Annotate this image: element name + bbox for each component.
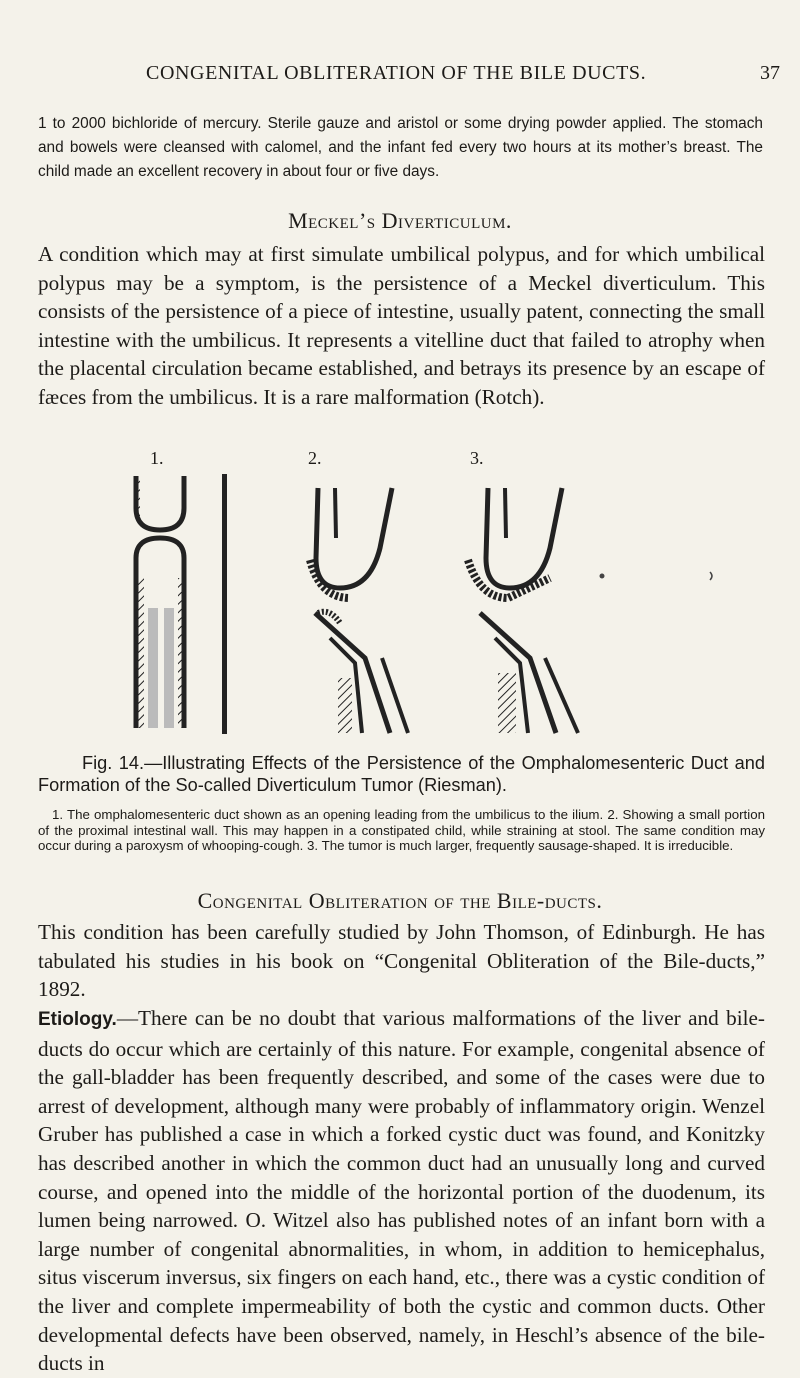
page-number: 37 — [760, 62, 780, 84]
section-heading-bile-ducts: Congenital Obliteration of the Bile-ducts. — [197, 888, 603, 913]
meckel-paragraph: A condition which may at first simulate umbilical polypus, and for which umbilical polypus may be a symptom, is the persistence of a Meckel diverticulum. This consists of the persistence of a piece of intestine, usually patent, connecting the small intestine with the umbilicus. It represents a vitelline duct that failed to atrophy when the placental circulation became established, and betrays its presence by an escape of fæces from the umbilicus. It is a rare malformation (Rotch). — [38, 242, 765, 409]
figure-illustration — [130, 448, 730, 738]
etiology-text: —There can be no doubt that various malformations of the liver and bile-ducts do occur which are certainly of this nature. For example, congenital absence of the gall-bladder has been frequently described, and some of the cases were due to arrest of development, although many were probably of inflammatory origin. Wenzel Gruber has published a case in which a forked cystic duct was found, and Konitzky has described another in which the common duct had an unusually long and curved course, and opened into the middle of the horizontal portion of the duodenum, its lumen being narrowed. O. Witzel also has published notes of an infant born with a large number of congenital abnormalities, in whom, in addition to hemicephalus, situs viscerum inversus, six fingers on each hand, etc., there was a cystic condition of the liver and complete impermeability of both the cystic and common ducts. Other developmental defects have been observed, namely, in Heschl’s absence of the bile-ducts in — [38, 1006, 765, 1376]
panel-1-drawing — [134, 474, 227, 734]
panel-2-drawing — [310, 488, 408, 733]
figure-14 — [130, 448, 730, 738]
figure-notes-text: 1. The omphalomesenteric duct shown as an opening leading from the umbilicus to the ilium. 2. Showing a small portion of the proximal intestinal wall. This may happen in a constipated child, while straining at stool. The same condition may occur during a paroxysm of whooping-cough. 3. The tumor is much larger, frequently sausage-shaped. It is irreducible. — [38, 807, 765, 854]
etiology-label: Etiology. — [38, 1009, 117, 1030]
figure-caption — [38, 752, 765, 796]
intro-paragraph: 1 to 2000 bichloride of mercury. Sterile gauze and aristol or some drying powder applied. The stomach and bowels were cleansed with calomel, and the infant fed every two hours at its mother’s breast. The child made an excellent recovery in about four or five days. — [38, 115, 763, 180]
figure-caption-text: Fig. 14.—Illustrating Effects of the Persistence of the Omphalomesenteric Duct and Formation of the So-called Diverticulum Tumor (Riesman). — [38, 753, 765, 795]
figure-notes — [38, 807, 765, 854]
figure-panel-label-1: 1. — [150, 448, 164, 468]
panel-3-drawing — [468, 488, 712, 733]
figure-panel-label-2: 2. — [308, 448, 322, 468]
running-head — [60, 62, 780, 92]
bile-ducts-intro: This condition has been carefully studied by John Thomson, of Edinburgh. He has tabulated his studies in his book on “Congenital Obliteration of the Bile-ducts,” 1892. — [38, 920, 765, 1002]
figure-panel-label-3: 3. — [470, 448, 484, 468]
running-head-title: CONGENITAL OBLITERATION OF THE BILE DUCTS. — [146, 62, 647, 84]
section-heading-meckel: Meckel’s Diverticulum. — [288, 208, 512, 233]
